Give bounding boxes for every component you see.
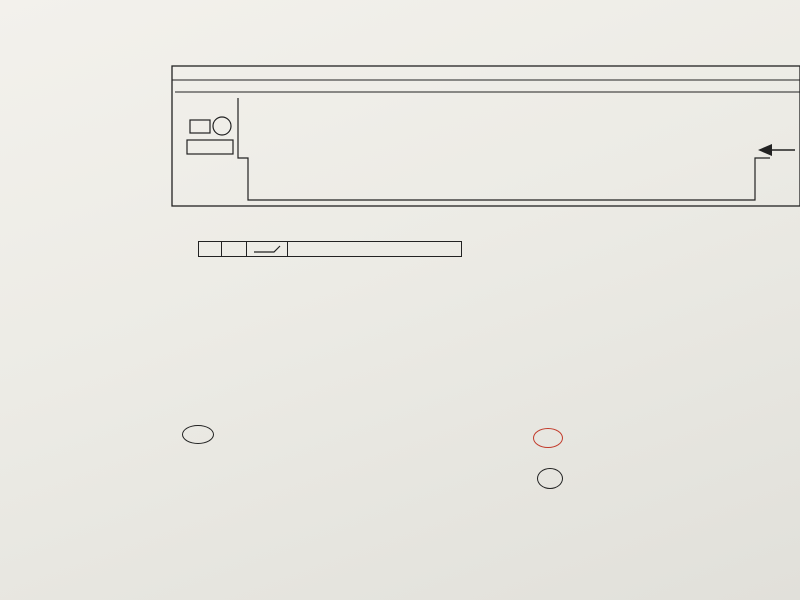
col-function (288, 242, 461, 256)
connector-outline (172, 66, 800, 206)
box-120 (187, 140, 233, 154)
annotation-circle-19 (182, 425, 214, 444)
arrow-icon (758, 144, 772, 156)
col-mm2 (222, 242, 247, 256)
col-wire-icon (247, 242, 288, 256)
annotation-circle-7 (537, 468, 563, 489)
annotation-circle-4 (533, 428, 563, 448)
connector-body (238, 98, 770, 200)
connector-diagram (0, 0, 800, 220)
col-no (199, 242, 222, 256)
table-header (198, 241, 462, 257)
circle-symbol (213, 117, 231, 135)
fuse-symbol (190, 120, 210, 133)
